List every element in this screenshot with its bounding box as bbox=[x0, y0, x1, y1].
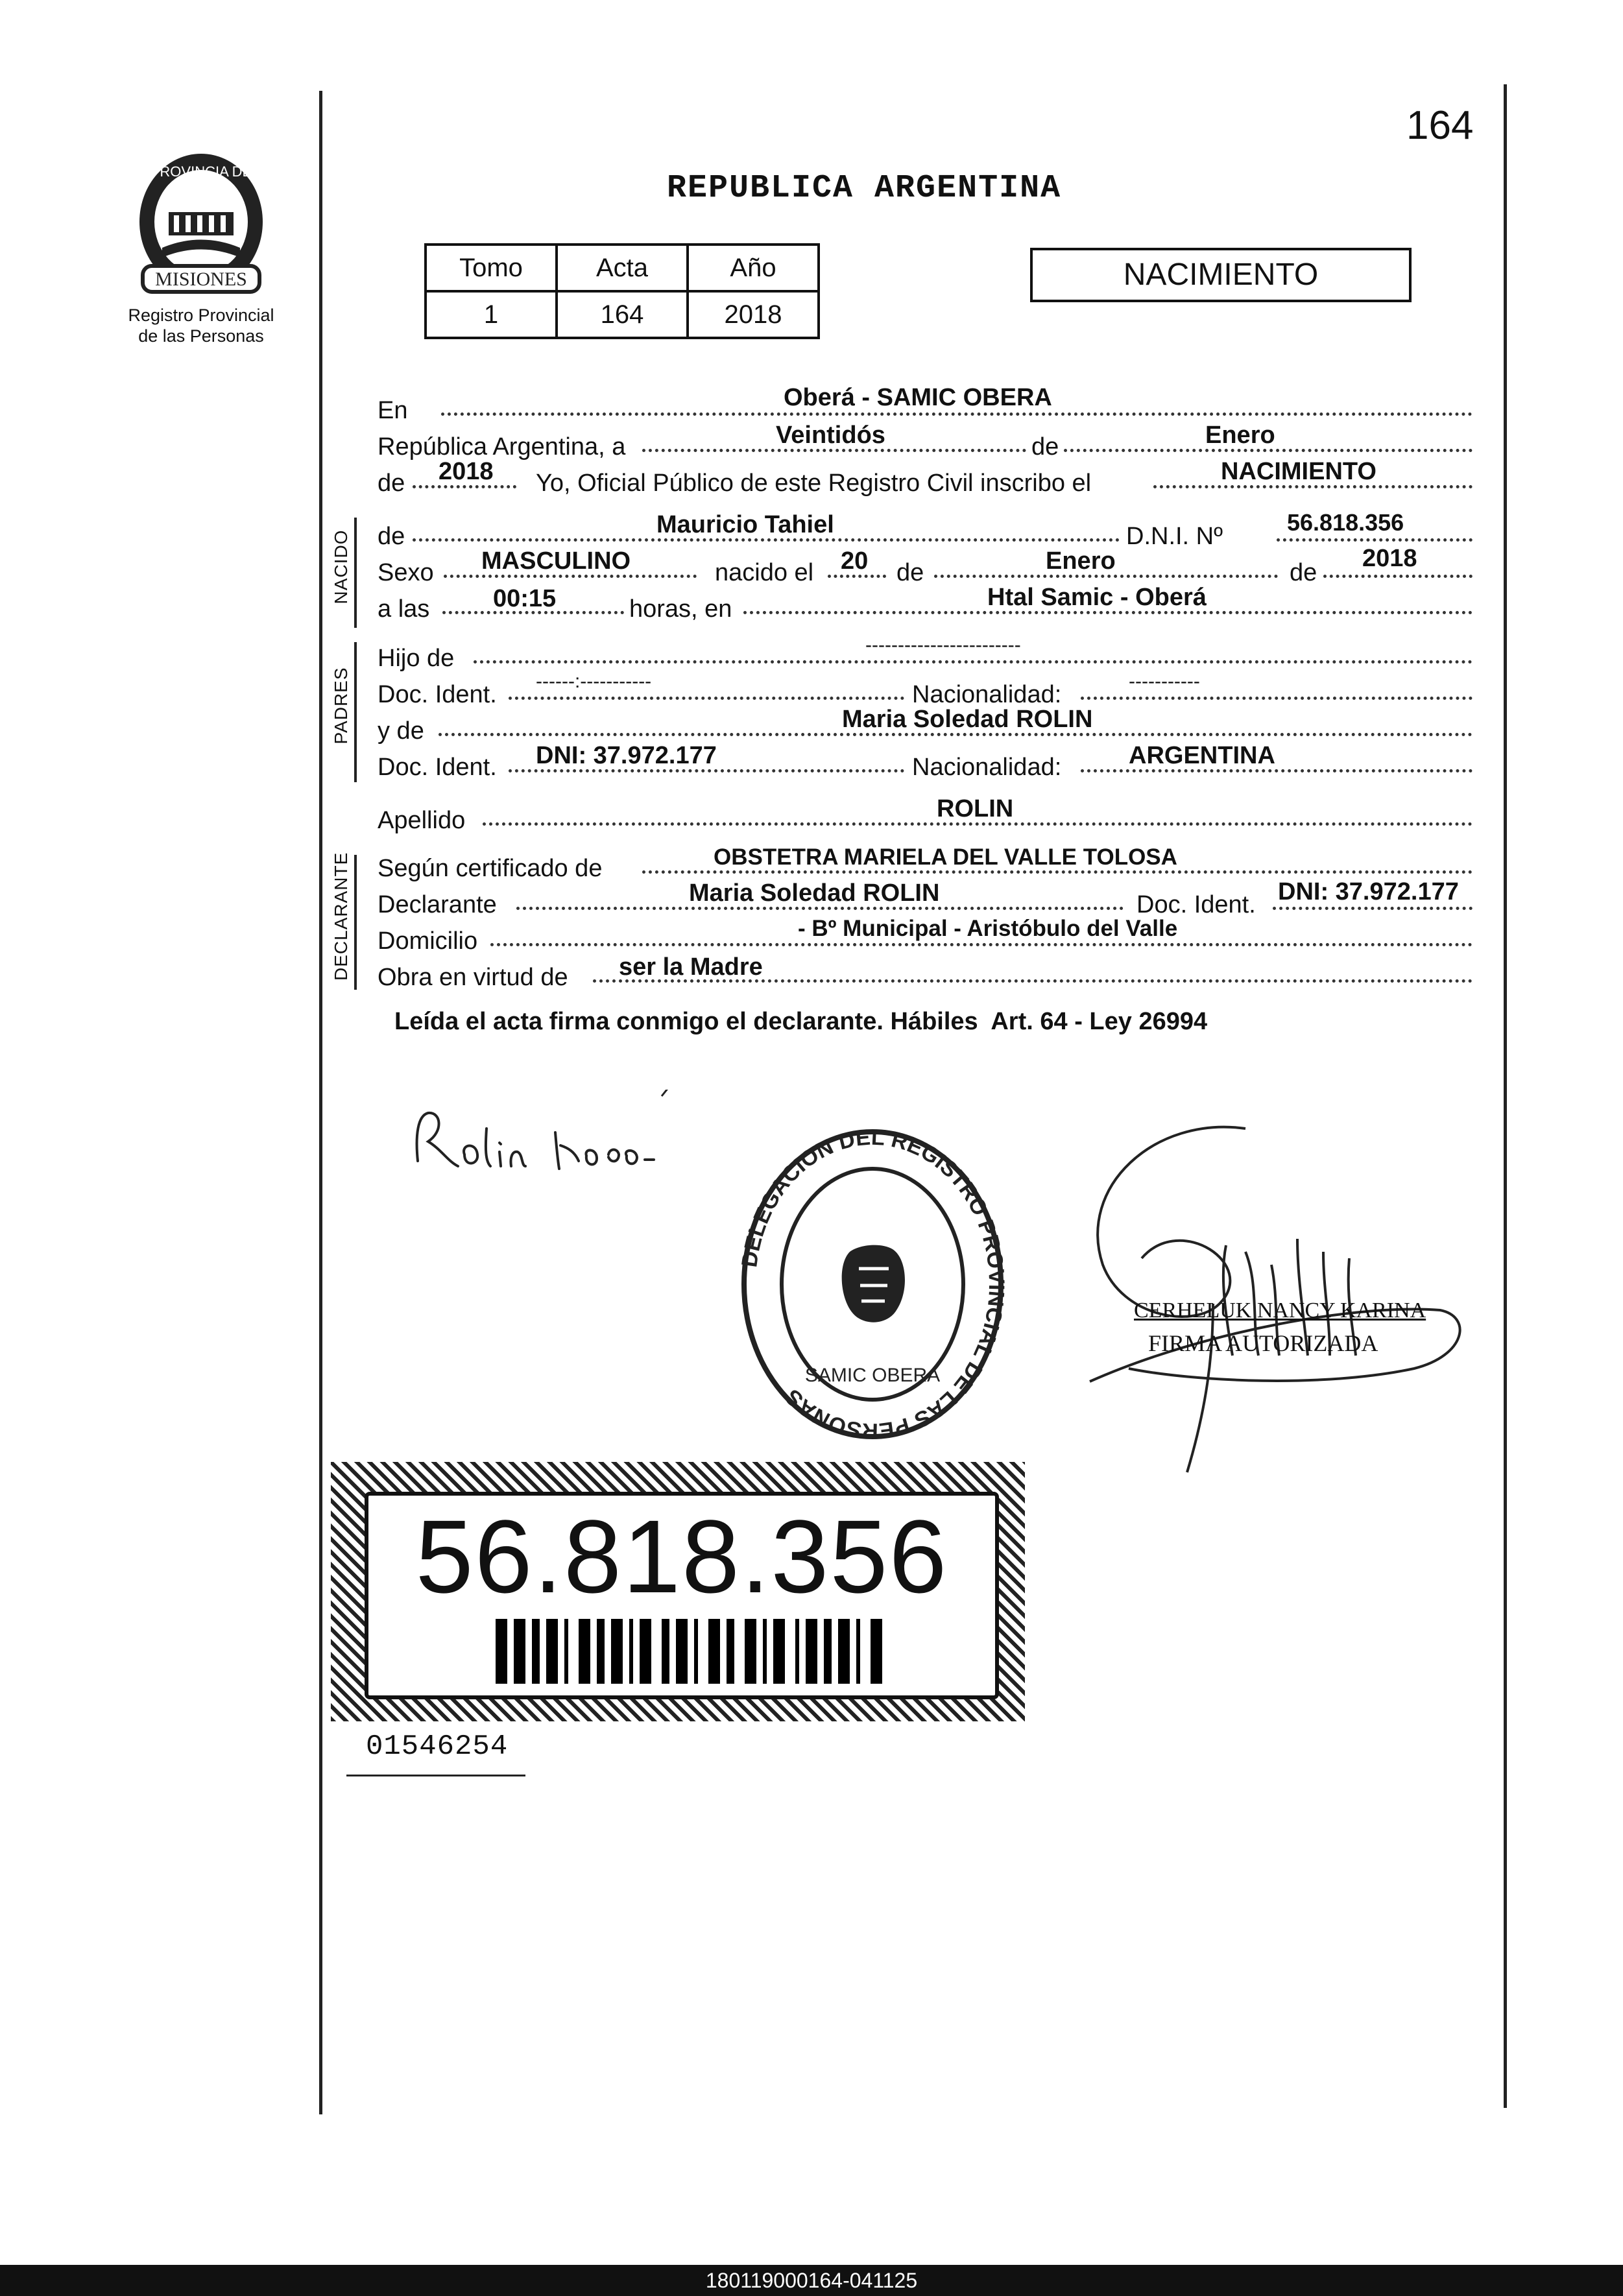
value-nombre: Mauricio Tahiel bbox=[656, 511, 834, 538]
label-y-de: y de bbox=[378, 717, 424, 745]
dots bbox=[828, 575, 886, 578]
dots bbox=[642, 870, 1473, 874]
official-name: CERHELUK NANCY KARINA bbox=[1134, 1298, 1426, 1322]
barcode-bar bbox=[676, 1619, 688, 1684]
section-bar-declarante bbox=[354, 855, 357, 990]
value-declarante-doc: DNI: 37.972.177 bbox=[1278, 878, 1459, 905]
value-nac-mes: Enero bbox=[1046, 547, 1116, 575]
label-declarante: Declarante bbox=[378, 891, 497, 918]
label-de-mes: de bbox=[896, 559, 924, 586]
dots bbox=[1273, 907, 1473, 910]
section-bar-padres bbox=[354, 642, 357, 782]
dots bbox=[642, 449, 1026, 452]
declarant-signature bbox=[402, 1090, 714, 1193]
value-padre-nac: ----------- bbox=[1129, 671, 1200, 692]
label-de: de bbox=[1031, 433, 1059, 460]
label-sexo: Sexo bbox=[378, 559, 434, 586]
dots bbox=[1323, 575, 1473, 578]
barcode-bar bbox=[871, 1619, 882, 1684]
dots bbox=[444, 575, 697, 578]
header-acta: Acta bbox=[557, 245, 688, 291]
official-seal bbox=[727, 1116, 1018, 1453]
barcode-bar bbox=[773, 1619, 785, 1684]
value-inscribe: NACIMIENTO bbox=[1221, 458, 1377, 485]
value-declarante: Maria Soledad ROLIN bbox=[689, 879, 940, 907]
barcode-bar bbox=[662, 1619, 669, 1684]
label-de-anio: de bbox=[1290, 559, 1317, 586]
value-lugar-nac: Htal Samic - Oberá bbox=[987, 584, 1207, 611]
value-obra: ser la Madre bbox=[619, 953, 763, 981]
label-doc-ident-3: Doc. Ident. bbox=[1136, 891, 1256, 918]
barcode-bar bbox=[795, 1619, 799, 1684]
country-title: REPUBLICA ARGENTINA bbox=[667, 170, 1062, 207]
section-declarante: DECLARANTE bbox=[331, 852, 351, 981]
footer-bar bbox=[0, 2265, 1623, 2296]
label-de-nacido: de bbox=[378, 523, 405, 550]
value-sexo: MASCULINO bbox=[481, 547, 631, 575]
value-anio: 2018 bbox=[439, 458, 494, 485]
label-yo: Yo, Oficial Público de este Registro Civil inscribo el bbox=[536, 470, 1092, 497]
label-de2: de bbox=[378, 470, 405, 497]
dots bbox=[1153, 485, 1473, 488]
barcode-bar bbox=[763, 1619, 767, 1684]
label-doc-ident-1: Doc. Ident. bbox=[378, 681, 497, 708]
dots bbox=[509, 697, 904, 700]
header-anio: Año bbox=[688, 245, 819, 291]
dots bbox=[483, 822, 1473, 826]
value-dia: Veintidós bbox=[776, 422, 885, 449]
barcode-bar bbox=[838, 1619, 850, 1684]
barcode-bar bbox=[514, 1619, 525, 1684]
barcode-bar bbox=[496, 1619, 507, 1684]
barcode-bar bbox=[824, 1619, 832, 1684]
misiones-logo bbox=[123, 150, 279, 300]
barcode-bar bbox=[611, 1619, 623, 1684]
value-mes: Enero bbox=[1205, 422, 1275, 449]
dots bbox=[490, 943, 1473, 946]
label-apellido: Apellido bbox=[378, 807, 466, 834]
value-tomo: 1 bbox=[426, 291, 557, 338]
value-nac-anio: 2018 bbox=[1362, 545, 1417, 572]
dots bbox=[441, 413, 1473, 416]
dots bbox=[1081, 769, 1473, 772]
official-title: FIRMA AUTORIZADA bbox=[1148, 1330, 1378, 1356]
barcode-bar bbox=[629, 1619, 633, 1684]
barcode bbox=[496, 1619, 911, 1684]
registry-name: Registro Provincial de las Personas bbox=[128, 305, 274, 346]
barcode-bar bbox=[708, 1619, 720, 1684]
dots bbox=[413, 538, 1120, 542]
label-doc-ident-2: Doc. Ident. bbox=[378, 754, 497, 781]
id-number-big: 56.818.356 bbox=[415, 1498, 948, 1614]
value-apellido: ROLIN bbox=[937, 795, 1014, 822]
label-segun: Según certificado de bbox=[378, 855, 603, 882]
value-madre-doc: DNI: 37.972.177 bbox=[536, 742, 717, 769]
label-hijo-de: Hijo de bbox=[378, 645, 455, 672]
value-acta: 164 bbox=[557, 291, 688, 338]
value-anio: 2018 bbox=[688, 291, 819, 338]
section-bar-nacido bbox=[354, 518, 357, 628]
value-madre-nac: ARGENTINA bbox=[1129, 742, 1275, 769]
svg-text:DELEGACION DEL REGISTRO PROVIN: DELEGACION DEL REGISTRO PROVINCIAL DE LAS PERSONAS bbox=[737, 1125, 1009, 1444]
barcode-bar bbox=[694, 1619, 698, 1684]
section-nacido: NACIDO bbox=[331, 529, 351, 604]
barcode-bar bbox=[564, 1619, 568, 1684]
barcode-bar bbox=[856, 1619, 860, 1684]
dots bbox=[1081, 697, 1473, 700]
official-signature bbox=[1051, 1109, 1479, 1498]
section-padres: PADRES bbox=[331, 667, 351, 745]
label-republica: República Argentina, a bbox=[378, 433, 626, 460]
dots bbox=[1064, 449, 1473, 452]
value-hora: 00:15 bbox=[493, 585, 557, 612]
barcode-bar bbox=[546, 1619, 558, 1684]
serial-underline bbox=[346, 1775, 525, 1776]
right-margin-line bbox=[1504, 84, 1507, 2108]
label-en: En bbox=[378, 397, 408, 424]
label-domicilio: Domicilio bbox=[378, 927, 478, 955]
value-dni: 56.818.356 bbox=[1287, 509, 1404, 536]
barcode-bar bbox=[532, 1619, 540, 1684]
barcode-bar bbox=[579, 1619, 590, 1684]
label-nacionalidad-1: Nacionalidad: bbox=[912, 681, 1062, 708]
dots bbox=[413, 485, 516, 488]
page-number: 164 bbox=[1406, 103, 1474, 148]
value-padre: ------------------------ bbox=[865, 634, 1021, 656]
value-domicilio: - Bº Municipal - Aristóbulo del Valle bbox=[798, 916, 1178, 941]
record-table bbox=[424, 243, 820, 339]
dots bbox=[934, 575, 1278, 578]
dots bbox=[516, 907, 1124, 910]
header-tomo: Tomo bbox=[426, 245, 557, 291]
closing-statement: Leída el acta firma conmigo el declarante. Hábiles Art. 64 - Ley 26994 bbox=[394, 1008, 1208, 1035]
barcode-bar bbox=[727, 1619, 734, 1684]
dots bbox=[439, 733, 1473, 736]
barcode-bar bbox=[806, 1619, 817, 1684]
value-padre-doc: ------:----------- bbox=[536, 671, 652, 692]
svg-text:MISIONES: MISIONES bbox=[155, 269, 247, 290]
label-horas-en: horas, en bbox=[629, 595, 732, 623]
act-type-box: NACIMIENTO bbox=[1030, 248, 1412, 302]
value-certificado: OBSTETRA MARIELA DEL VALLE TOLOSA bbox=[714, 844, 1177, 870]
barcode-bar bbox=[745, 1619, 756, 1684]
left-margin-line bbox=[319, 91, 322, 2114]
label-nacionalidad-2: Nacionalidad: bbox=[912, 754, 1062, 781]
barcode-bar bbox=[640, 1619, 651, 1684]
svg-text:SAMIC OBERA: SAMIC OBERA bbox=[804, 1365, 941, 1386]
dots bbox=[509, 769, 904, 772]
value-lugar: Oberá - SAMIC OBERA bbox=[784, 384, 1052, 411]
label-obra: Obra en virtud de bbox=[378, 964, 568, 991]
dots bbox=[1277, 538, 1473, 542]
dots bbox=[474, 660, 1473, 664]
svg-text:PROVINCIA DE: PROVINCIA DE bbox=[150, 163, 252, 180]
id-number-block bbox=[331, 1462, 1025, 1721]
serial-number: 01546254 bbox=[366, 1730, 509, 1763]
barcode-bar bbox=[597, 1619, 605, 1684]
label-nacido-el: nacido el bbox=[715, 559, 814, 586]
label-a-las: a las bbox=[378, 595, 430, 623]
value-madre: Maria Soledad ROLIN bbox=[842, 706, 1093, 733]
value-nac-dia: 20 bbox=[841, 547, 869, 575]
label-dni: D.N.I. Nº bbox=[1126, 523, 1223, 550]
dots bbox=[743, 611, 1473, 614]
footer-code: 180119000164-041125 bbox=[705, 2269, 918, 2292]
